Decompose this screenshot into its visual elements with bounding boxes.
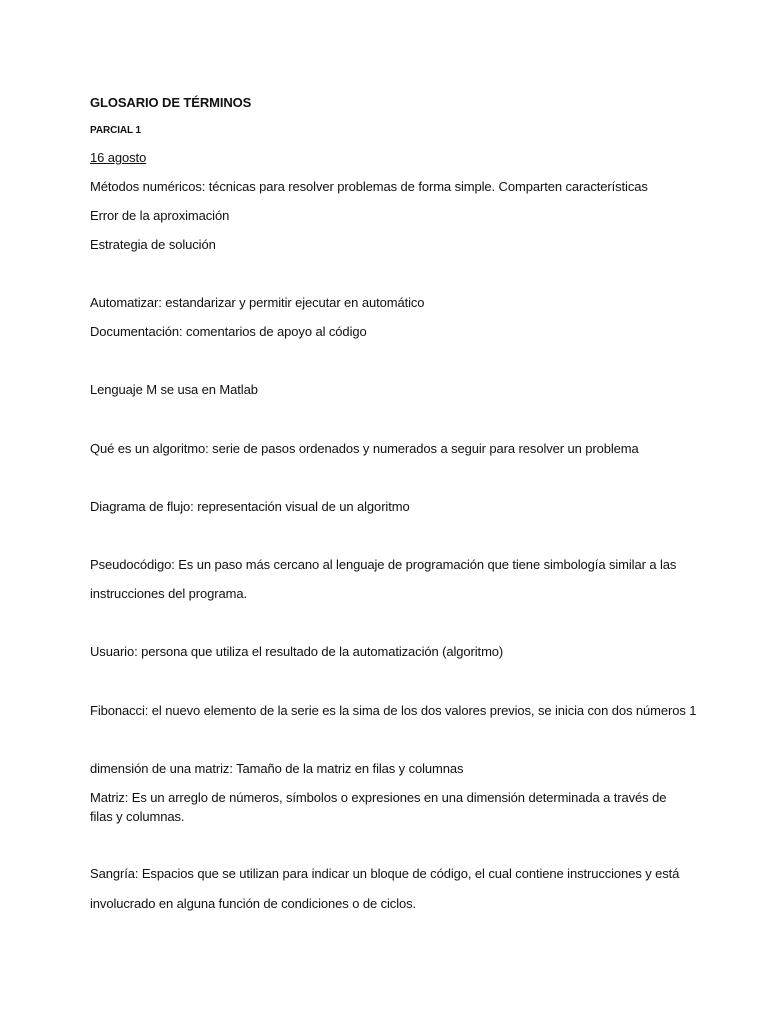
glossary-entry-estrategia-solucion: Estrategia de solución [90, 237, 216, 252]
glossary-entry-sangria-line2: involucrado en alguna función de condiciones o de ciclos. [90, 896, 417, 911]
glossary-entry-usuario: Usuario: persona que utiliza el resultado de la automatización (algoritmo) [90, 644, 504, 659]
document-title: GLOSARIO DE TÉRMINOS [90, 95, 252, 110]
glossary-entry-algoritmo: Qué es un algoritmo: serie de pasos ordenados y numerados a seguir para resolver un problema [90, 441, 639, 456]
glossary-entry-dimension-matriz: dimensión de una matriz: Tamaño de la matriz en filas y columnas [90, 761, 464, 776]
glossary-entry-lenguaje-m: Lenguaje M se usa en Matlab [90, 382, 258, 397]
glossary-entry-diagrama-flujo: Diagrama de flujo: representación visual de un algoritmo [90, 499, 410, 514]
glossary-entry-matriz: Matriz: Es un arreglo de números, símbolos o expresiones en una dimensión determinada a través de filas y columnas. [90, 790, 667, 824]
glossary-entry-pseudocodigo-line2: instrucciones del programa. [90, 586, 247, 601]
glossary-entry-sangria-line1: Sangría: Espacios que se utilizan para indicar un bloque de código, el cual contiene instrucciones y está [90, 866, 680, 881]
glossary-entry-documentacion: Documentación: comentarios de apoyo al código [90, 324, 367, 339]
glossary-entry-fibonacci: Fibonacci: el nuevo elemento de la serie es la sima de los dos valores previos, se inicia con dos números 1 [90, 703, 697, 718]
section-date: 16 agosto [90, 150, 147, 165]
glossary-entry-automatizar: Automatizar: estandarizar y permitir ejecutar en automático [90, 295, 425, 310]
glossary-entry-metodos-numericos: Métodos numéricos: técnicas para resolver problemas de forma simple. Comparten características [90, 179, 648, 194]
glossary-entry-pseudocodigo-line1: Pseudocódigo: Es un paso más cercano al lenguaje de programación que tiene simbología similar a las [90, 557, 677, 572]
document-subtitle: PARCIAL 1 [90, 125, 141, 136]
glossary-entry-error-aproximacion: Error de la aproximación [90, 208, 230, 223]
